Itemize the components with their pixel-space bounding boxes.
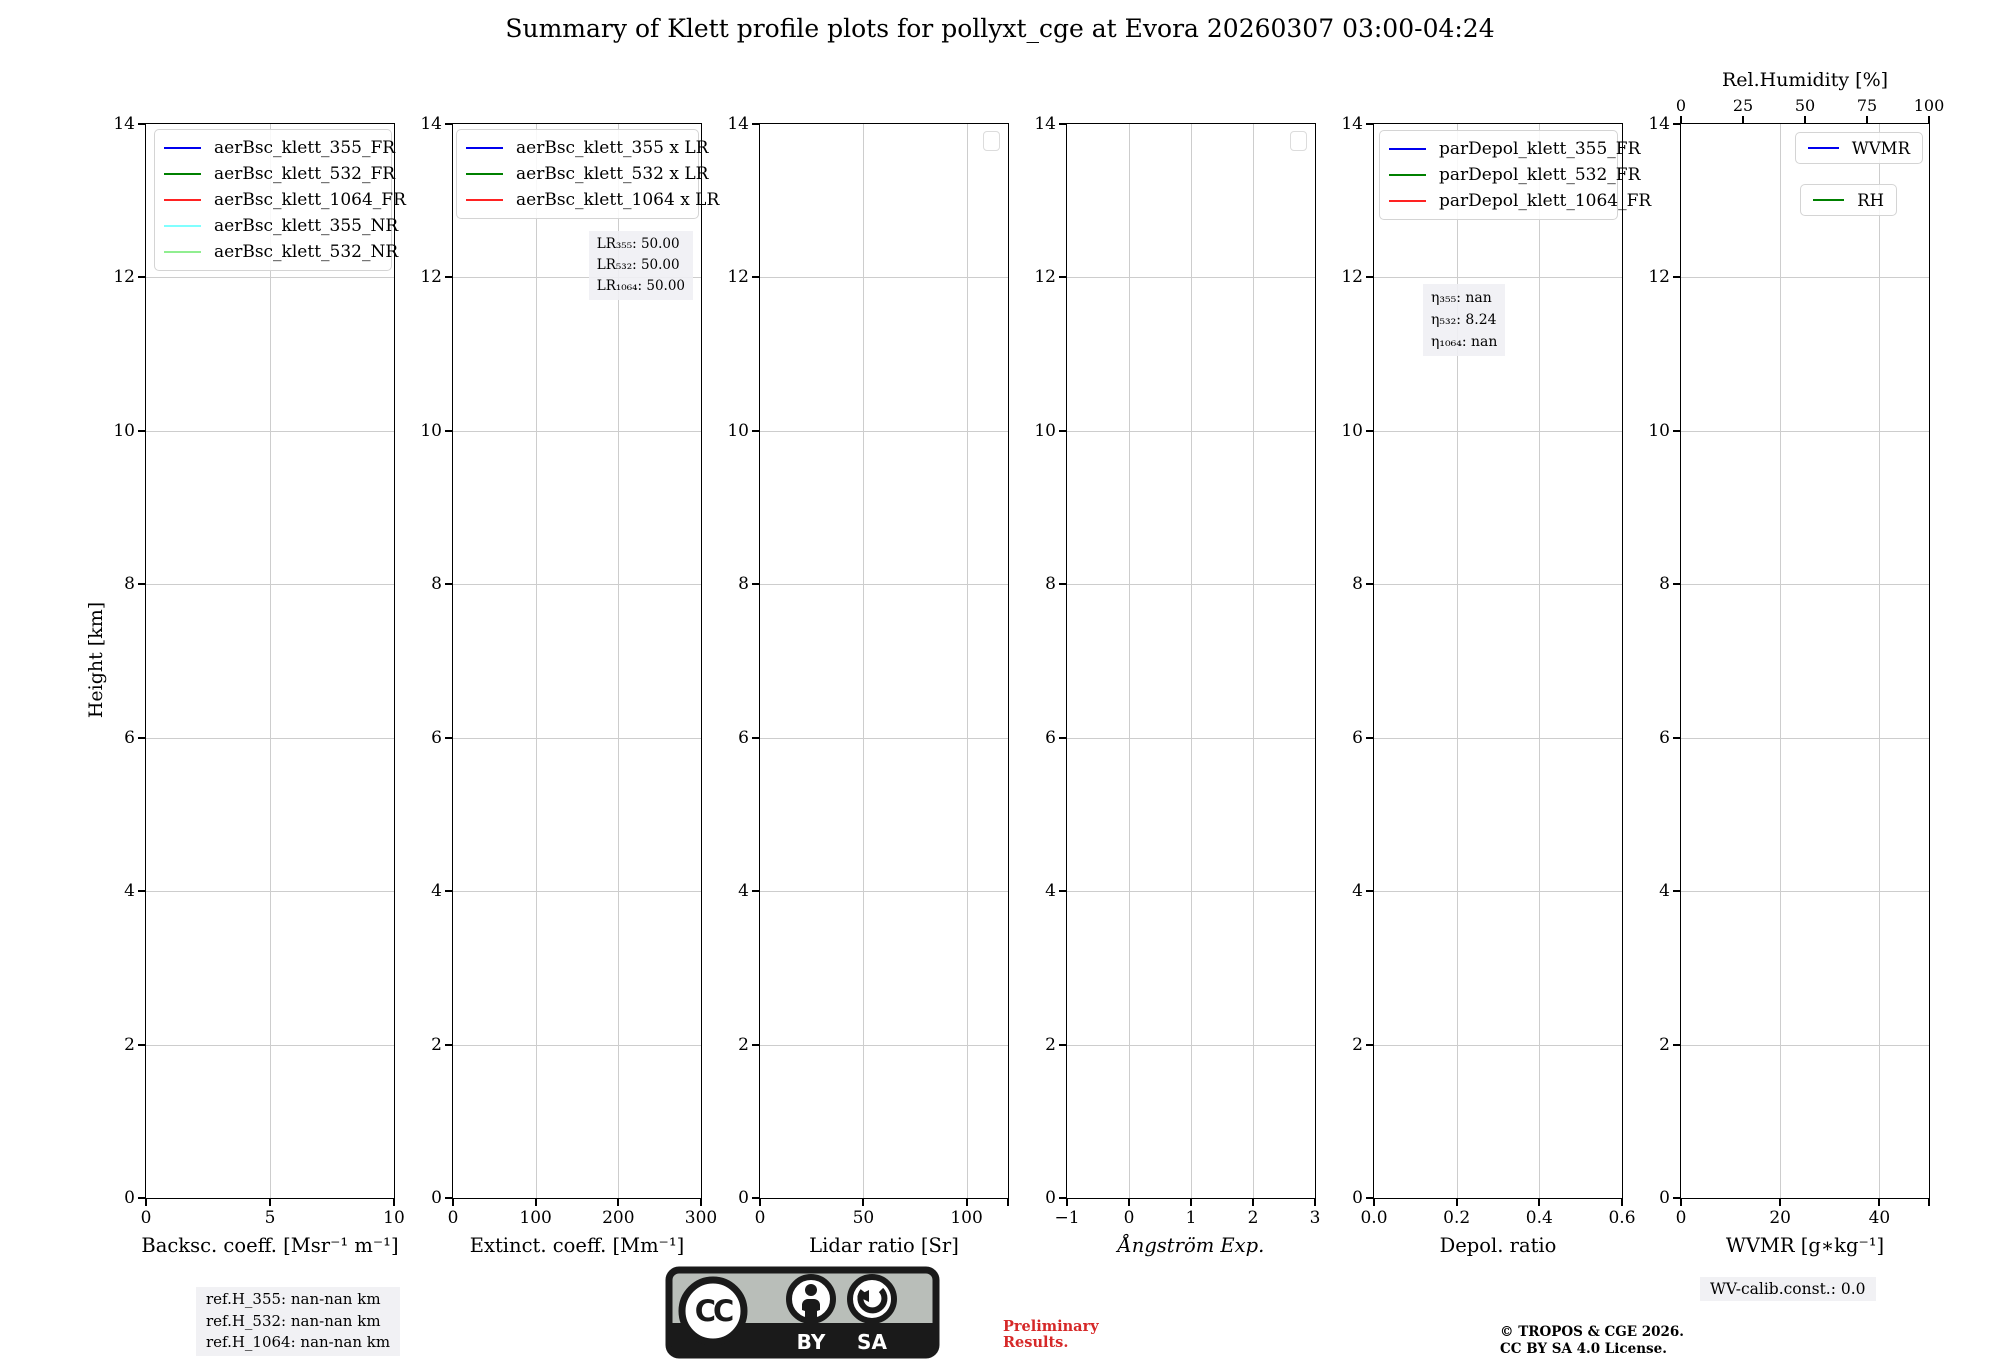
y-gridline: [1681, 891, 1929, 892]
y-tick-label: 2: [1045, 1034, 1056, 1055]
annotation-line: η₃₅₅: nan: [1431, 290, 1492, 306]
x-tick-label: −1: [1054, 1208, 1080, 1228]
y-tick-mark: [1059, 890, 1067, 892]
top-tick-mark: [1742, 116, 1744, 124]
legend-label: aerBsc_klett_1064_FR: [214, 190, 406, 210]
y-tick-mark: [752, 276, 760, 278]
y-gridline: [1374, 1045, 1622, 1046]
y-gridline: [760, 277, 1008, 278]
legend-line-swatch: [466, 147, 503, 149]
legend-line-swatch: [164, 147, 201, 149]
annotation-line: η₁₀₆₄: nan: [1431, 334, 1498, 350]
y-tick-label: 0: [1352, 1188, 1363, 1208]
y-tick-mark: [138, 583, 146, 585]
y-tick-label: 4: [738, 881, 749, 902]
y-tick-label: 0: [1659, 1188, 1670, 1208]
y-gridline: [1681, 738, 1929, 739]
x-tick-mark: [1928, 1198, 1930, 1206]
y-tick-label: 8: [738, 574, 749, 595]
y-tick-label: 14: [113, 114, 135, 134]
y-tick-label: 10: [727, 420, 749, 441]
y-gridline: [1681, 584, 1929, 585]
x-tick-mark: [452, 1198, 454, 1206]
x-tick-mark: [700, 1198, 702, 1206]
y-tick-label: 10: [1341, 420, 1363, 441]
y-tick-mark: [1059, 737, 1067, 739]
x-tick-label: 0: [1123, 1208, 1135, 1228]
y-tick-mark: [1059, 1044, 1067, 1046]
legend-row: [1808, 135, 1910, 161]
y-gridline: [760, 738, 1008, 739]
y-tick-mark: [1059, 276, 1067, 278]
x-tick-label: 0.6: [1608, 1208, 1636, 1228]
y-tick-mark: [445, 737, 453, 739]
legend-line-swatch: [1389, 200, 1426, 202]
x-tick-label: 200: [602, 1208, 635, 1228]
y-tick-mark: [1673, 737, 1681, 739]
y-gridline: [1374, 738, 1622, 739]
preliminary-results-note: [1003, 1319, 1099, 1351]
x-tick-label: 0.2: [1443, 1208, 1471, 1228]
y-gridline: [453, 1045, 701, 1046]
legend-row: [466, 161, 709, 187]
annotation-line: ref.H_532: nan-nan km: [206, 1311, 381, 1330]
legend-line-swatch: [466, 173, 503, 175]
x-tick-label: 0.4: [1525, 1208, 1553, 1228]
legend-line-swatch: [164, 251, 201, 253]
x-tick-mark: [393, 1198, 395, 1206]
legend-label: WVMR: [1851, 138, 1910, 158]
y-tick-label: 4: [124, 881, 135, 902]
x-gridline: [536, 124, 537, 1198]
preliminary-line: Results.: [1003, 1334, 1069, 1351]
legend-row: [164, 187, 406, 213]
y-gridline: [1374, 584, 1622, 585]
y-tick-label: 10: [113, 420, 135, 441]
empty-legend-box: [983, 131, 1000, 151]
y-tick-mark: [1673, 276, 1681, 278]
x-axis-label: WVMR [g∗kg⁻¹]: [1725, 1234, 1885, 1257]
y-tick-mark: [138, 123, 146, 125]
annotation-line: η₅₃₂: 8.24: [1431, 312, 1497, 328]
panel-depolarization: [1341, 114, 1652, 1257]
y-tick-mark: [1059, 430, 1067, 432]
copyright-line: CC BY SA 4.0 License.: [1500, 1340, 1667, 1357]
y-tick-label: 12: [1341, 267, 1363, 288]
y-tick-mark: [138, 1044, 146, 1046]
x-tick-mark: [269, 1198, 271, 1206]
y-tick-label: 4: [1659, 881, 1670, 902]
y-tick-mark: [138, 890, 146, 892]
y-tick-label: 8: [124, 574, 135, 595]
preliminary-line: Preliminary: [1003, 1318, 1099, 1335]
eta-annotation: [1423, 284, 1505, 356]
y-tick-label: 14: [1341, 114, 1363, 134]
x-tick-mark: [617, 1198, 619, 1206]
reference-height-annotation: [196, 1287, 400, 1356]
y-tick-label: 8: [431, 574, 442, 595]
y-tick-mark: [752, 737, 760, 739]
legend-line-swatch: [1813, 199, 1844, 201]
x-gridline: [967, 124, 968, 1198]
y-tick-mark: [1366, 1044, 1374, 1046]
x-axis-label: Depol. ratio: [1439, 1234, 1557, 1257]
legend-line-swatch: [466, 199, 503, 201]
y-tick-label: 4: [431, 881, 442, 902]
x-tick-mark: [1621, 1198, 1623, 1206]
y-tick-label: 0: [431, 1188, 442, 1208]
legend-line-swatch: [1389, 174, 1426, 176]
legend-label: parDepol_klett_1064_FR: [1439, 191, 1652, 211]
y-gridline: [1681, 277, 1929, 278]
legend-label: aerBsc_klett_532_NR: [214, 242, 399, 262]
x-tick-mark: [862, 1198, 864, 1206]
y-tick-label: 4: [1352, 881, 1363, 902]
legend-line-swatch: [164, 225, 201, 227]
panel-angstroem: [1034, 114, 1321, 1257]
y-tick-mark: [445, 890, 453, 892]
y-tick-label: 14: [420, 114, 442, 134]
x-gridline: [1780, 124, 1781, 1198]
legend-line-swatch: [1389, 148, 1426, 150]
y-tick-mark: [138, 276, 146, 278]
panel-wvmr: [1648, 69, 1945, 1257]
y-tick-label: 14: [1648, 114, 1670, 134]
x-tick-mark: [759, 1198, 761, 1206]
annotation-line: LR₃₅₅: 50.00: [596, 236, 680, 252]
legend-line-swatch: [164, 173, 201, 175]
legend-row: [164, 239, 399, 265]
x-gridline: [270, 124, 271, 1198]
x-axis-label: Ångström Exp.: [1117, 1234, 1265, 1257]
y-tick-label: 12: [113, 267, 135, 288]
y-gridline: [760, 431, 1008, 432]
y-tick-label: 0: [124, 1188, 135, 1208]
y-tick-mark: [752, 890, 760, 892]
y-tick-label: 2: [124, 1034, 135, 1055]
x-tick-mark: [1878, 1198, 1880, 1206]
annotation-line: ref.H_1064: nan-nan km: [206, 1333, 391, 1351]
cc-icon: CC: [694, 1294, 732, 1328]
y-tick-mark: [1366, 890, 1374, 892]
x-tick-mark: [1314, 1198, 1316, 1206]
x-tick-mark: [1252, 1198, 1254, 1206]
x-gridline: [863, 124, 864, 1198]
y-tick-mark: [752, 1044, 760, 1046]
y-tick-mark: [445, 123, 453, 125]
top-tick-label: 100: [1913, 96, 1945, 115]
cc-by-sa-badge: [665, 1266, 940, 1359]
legend-label: aerBsc_klett_532 x LR: [516, 164, 709, 184]
y-tick-label: 4: [1045, 881, 1056, 902]
y-tick-label: 2: [1352, 1034, 1363, 1055]
y-tick-label: 12: [420, 267, 442, 288]
annotation-line: ref.H_355: nan-nan km: [206, 1290, 381, 1308]
y-tick-mark: [1366, 276, 1374, 278]
legend-row: [1389, 136, 1641, 162]
y-tick-label: 6: [431, 727, 442, 748]
x-tick-mark: [145, 1198, 147, 1206]
top-x-axis-label: Rel.Humidity [%]: [1721, 69, 1889, 91]
panel-extinction: [420, 114, 720, 1257]
y-tick-label: 6: [1352, 727, 1363, 748]
y-gridline: [760, 1045, 1008, 1046]
x-tick-label: 100: [950, 1208, 983, 1228]
top-tick-mark: [1680, 116, 1682, 124]
y-gridline: [760, 891, 1008, 892]
legend-label: aerBsc_klett_532_FR: [214, 164, 396, 184]
copyright-note: [1500, 1324, 1684, 1357]
y-tick-label: 2: [738, 1034, 749, 1055]
y-tick-label: 14: [1034, 114, 1056, 134]
x-tick-mark: [1538, 1198, 1540, 1206]
x-tick-label: 0: [1675, 1208, 1687, 1228]
x-tick-label: 20: [1769, 1208, 1792, 1228]
y-gridline: [1374, 891, 1622, 892]
y-tick-label: 0: [738, 1188, 749, 1208]
legend-line-swatch: [164, 199, 201, 201]
y-tick-label: 10: [1034, 420, 1056, 441]
y-tick-label: 0: [1045, 1188, 1056, 1208]
empty-legend-box: [1290, 131, 1307, 151]
y-gridline: [760, 584, 1008, 585]
figure-title: Summary of Klett profile plots for pollyxt_cge at Evora 20260307 03:00-04:24: [505, 14, 1495, 43]
annotation-line: LR₁₀₆₄: 50.00: [596, 278, 685, 294]
x-axis-label: Backsc. coeff. [Msr⁻¹ m⁻¹]: [141, 1234, 399, 1257]
x-tick-label: 50: [852, 1208, 875, 1228]
y-tick-mark: [138, 430, 146, 432]
annotation-line: LR₅₃₂: 50.00: [596, 257, 680, 273]
x-gridline: [1191, 124, 1192, 1198]
legend-label: aerBsc_klett_355 x LR: [516, 138, 709, 158]
x-gridline: [1253, 124, 1254, 1198]
legend-row: [164, 135, 396, 161]
legend-label: aerBsc_klett_355_FR: [214, 138, 396, 158]
y-tick-mark: [445, 276, 453, 278]
y-tick-mark: [445, 1044, 453, 1046]
y-tick-mark: [1673, 890, 1681, 892]
y-gridline: [1374, 277, 1622, 278]
x-tick-mark: [1066, 1198, 1068, 1206]
y-gridline: [1681, 1045, 1929, 1046]
top-tick-mark: [1866, 116, 1868, 124]
top-tick-label: 25: [1732, 96, 1754, 115]
y-tick-mark: [1059, 123, 1067, 125]
y-tick-label: 8: [1659, 574, 1670, 595]
y-tick-mark: [1673, 1044, 1681, 1046]
legend-line-swatch: [1808, 147, 1839, 149]
y-tick-label: 6: [124, 727, 135, 748]
legend-backscatter: [154, 129, 406, 271]
y-tick-label: 10: [420, 420, 442, 441]
y-tick-mark: [752, 430, 760, 432]
y-tick-label: 10: [1648, 420, 1670, 441]
y-tick-mark: [1673, 430, 1681, 432]
x-tick-label: 0.0: [1360, 1208, 1388, 1228]
y-tick-label: 2: [1659, 1034, 1670, 1055]
legend-row: [466, 187, 720, 213]
legend-rh: [1800, 184, 1897, 216]
legend-label: RH: [1857, 190, 1884, 210]
x-tick-label: 2: [1247, 1208, 1259, 1228]
y-tick-mark: [1059, 583, 1067, 585]
legend-row: [1389, 162, 1641, 188]
y-tick-mark: [445, 430, 453, 432]
y-tick-label: 12: [1648, 267, 1670, 288]
person-icon: [805, 1284, 817, 1296]
x-tick-label: 5: [264, 1208, 276, 1228]
lidar-ratio-annotation: [589, 231, 693, 300]
x-axis-label: Lidar ratio [Sr]: [809, 1234, 959, 1257]
x-gridline: [1129, 124, 1130, 1198]
legend-label: parDepol_klett_532_FR: [1439, 165, 1641, 185]
sa-label: SA: [857, 1330, 887, 1354]
y-tick-mark: [1366, 123, 1374, 125]
y-gridline: [1681, 431, 1929, 432]
x-tick-label: 0: [447, 1208, 459, 1228]
legend-label: aerBsc_klett_1064 x LR: [516, 190, 720, 210]
copyright-line: © TROPOS & CGE 2026.: [1500, 1324, 1685, 1340]
y-tick-label: 8: [1352, 574, 1363, 595]
y-tick-mark: [138, 737, 146, 739]
panel-lidar-ratio: [727, 114, 1009, 1257]
y-tick-label: 14: [727, 114, 749, 134]
x-gridline: [1879, 124, 1880, 1198]
x-tick-label: 40: [1868, 1208, 1891, 1228]
y-tick-label: 2: [431, 1034, 442, 1055]
y-gridline: [453, 738, 701, 739]
x-tick-mark: [1779, 1198, 1781, 1206]
x-tick-label: 100: [519, 1208, 552, 1228]
y-tick-mark: [1366, 583, 1374, 585]
x-tick-label: 1: [1185, 1208, 1197, 1228]
legend-label: aerBsc_klett_355_NR: [214, 216, 399, 236]
y-tick-mark: [752, 123, 760, 125]
y-gridline: [453, 584, 701, 585]
y-tick-label: 8: [1045, 574, 1056, 595]
legend-row: [466, 135, 709, 161]
legend-extinction: [456, 129, 720, 219]
legend-row: [164, 161, 396, 187]
y-tick-label: 12: [1034, 267, 1056, 288]
top-tick-mark: [1804, 116, 1806, 124]
y-tick-mark: [1673, 583, 1681, 585]
y-tick-label: 6: [1045, 727, 1056, 748]
x-tick-mark: [1190, 1198, 1192, 1206]
legend-row: [1813, 187, 1884, 213]
legend-row: [164, 213, 399, 239]
y-tick-mark: [1366, 737, 1374, 739]
x-tick-label: 0: [140, 1208, 152, 1228]
y-tick-label: 6: [1659, 727, 1670, 748]
x-gridline: [1539, 124, 1540, 1198]
x-tick-label: 3: [1309, 1208, 1321, 1228]
legend-wvmr: [1795, 132, 1923, 164]
y-gridline: [1374, 431, 1622, 432]
top-tick-mark: [1928, 116, 1930, 124]
x-axis-label: Extinct. coeff. [Mm⁻¹]: [469, 1234, 685, 1257]
y-axis-label: Height [km]: [85, 601, 107, 719]
x-tick-mark: [1456, 1198, 1458, 1206]
by-label: BY: [796, 1330, 826, 1354]
x-tick-label: 10: [383, 1208, 405, 1228]
top-tick-label: 75: [1856, 96, 1878, 115]
x-tick-mark: [1680, 1198, 1682, 1206]
x-tick-mark: [1128, 1198, 1130, 1206]
top-tick-label: 0: [1675, 96, 1687, 115]
y-tick-label: 6: [738, 727, 749, 748]
y-gridline: [453, 431, 701, 432]
x-tick-mark: [1373, 1198, 1375, 1206]
x-tick-mark: [535, 1198, 537, 1206]
y-tick-mark: [445, 583, 453, 585]
top-tick-label: 50: [1794, 96, 1816, 115]
x-tick-label: 300: [684, 1208, 718, 1228]
x-tick-mark: [1007, 1198, 1009, 1206]
legend-row: [1389, 188, 1652, 214]
y-tick-mark: [1366, 430, 1374, 432]
y-tick-mark: [752, 583, 760, 585]
x-tick-label: 0: [754, 1208, 766, 1228]
y-tick-label: 12: [727, 267, 749, 288]
legend-depolarization: [1379, 130, 1652, 220]
y-gridline: [453, 891, 701, 892]
wv-calibration-annotation: WV-calib.const.: 0.0: [1700, 1277, 1876, 1301]
panel-backscatter: [113, 114, 406, 1257]
legend-label: parDepol_klett_355_FR: [1439, 139, 1641, 159]
x-tick-mark: [966, 1198, 968, 1206]
